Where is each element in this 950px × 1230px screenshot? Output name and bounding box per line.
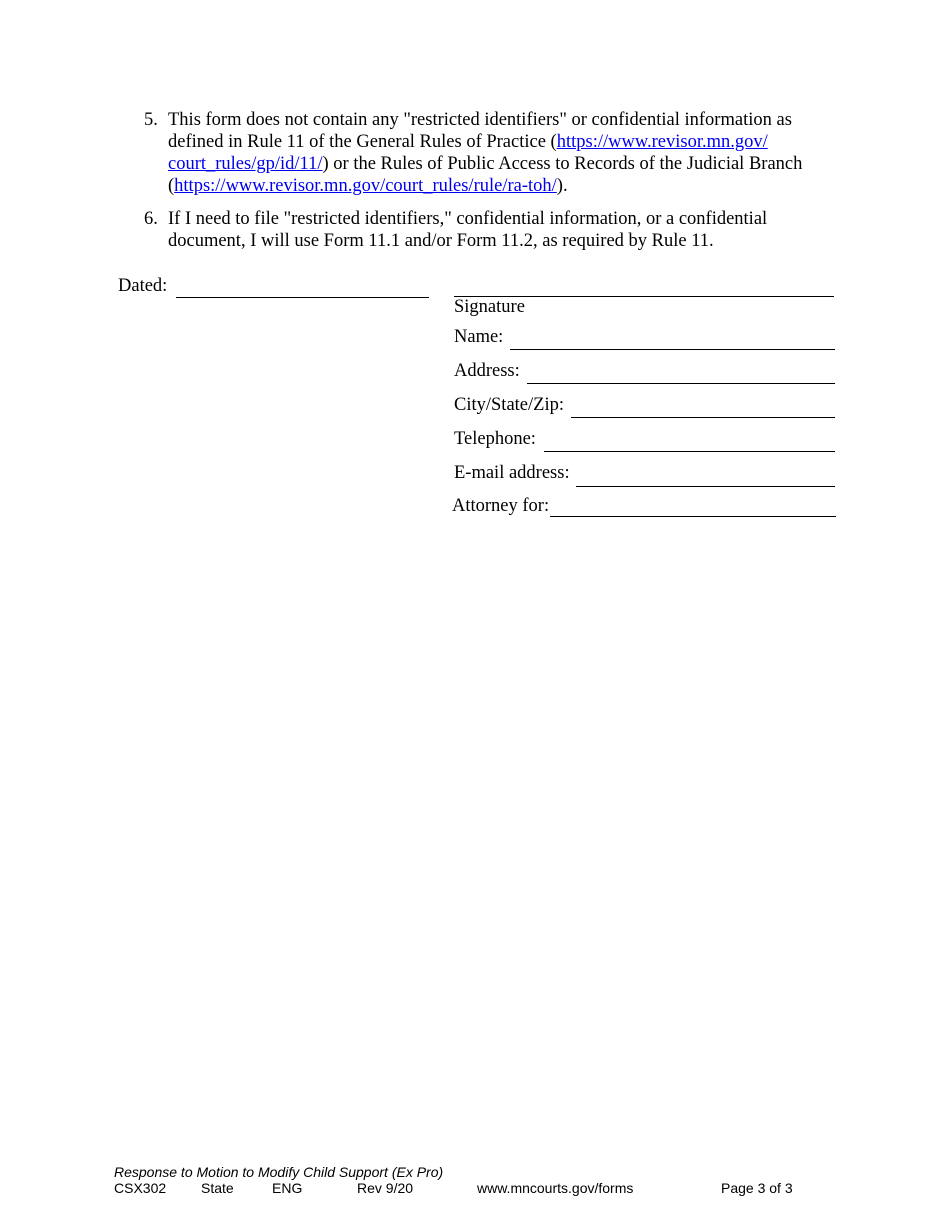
list-number: 6. <box>144 209 158 229</box>
dated-field[interactable] <box>176 297 429 298</box>
list-text-segment: ) or the Rules of Public Access to Records of the Judicial Branch <box>322 154 803 174</box>
footer-revision: Rev 9/20 <box>357 1180 414 1196</box>
footer-website: www.mncourts.gov/forms <box>477 1180 634 1196</box>
email-field[interactable] <box>576 486 835 487</box>
name-label: Name: <box>454 327 504 347</box>
list-line: document, I will use Form 11.1 and/or Form 11.2, as required by Rule 11. <box>168 231 714 251</box>
email-label: E-mail address: <box>454 463 570 483</box>
revisor-gp-link-continued[interactable]: court_rules/gp/id/11/ <box>168 154 323 174</box>
list-line: This form does not contain any "restricted identifiers" or confidential information as <box>168 110 792 130</box>
list-item-5 <box>144 109 824 201</box>
list-number: 5. <box>144 110 158 130</box>
dated-label: Dated: <box>118 276 168 296</box>
list-line: If I need to file "restricted identifiers," confidential information, or a confidential <box>168 209 768 229</box>
telephone-label: Telephone: <box>454 429 536 449</box>
name-field[interactable] <box>510 349 835 350</box>
footer-jurisdiction: State <box>201 1180 234 1196</box>
telephone-field[interactable] <box>544 451 835 452</box>
list-line <box>168 131 768 154</box>
footer-form-title: Response to Motion to Modify Child Support (Ex Pro) <box>114 1164 444 1180</box>
address-label: Address: <box>454 361 520 381</box>
revisor-gp-link[interactable]: https://www.revisor.mn.gov/ <box>556 132 768 152</box>
attorney-for-field[interactable] <box>550 516 836 517</box>
signature-label: Signature <box>454 297 525 317</box>
footer-language: ENG <box>272 1180 303 1196</box>
revisor-ra-toh-link[interactable]: https://www.revisor.mn.gov/court_rules/rule/ra-toh/ <box>174 176 557 196</box>
attorney-for-label: Attorney for: <box>452 496 550 516</box>
list-text-segment: ( <box>168 176 175 196</box>
city-state-zip-label: City/State/Zip: <box>454 395 564 415</box>
footer-form-code: CSX302 <box>114 1180 167 1196</box>
footer-page-number: Page 3 of 3 <box>721 1180 793 1196</box>
list-line <box>168 153 802 176</box>
address-field[interactable] <box>527 383 835 384</box>
city-state-zip-field[interactable] <box>571 417 835 418</box>
list-item-6 <box>144 208 824 254</box>
list-text-segment: defined in Rule 11 of the General Rules of Practice ( <box>168 132 557 152</box>
list-text-segment: ). <box>556 176 568 196</box>
list-line <box>168 175 568 198</box>
